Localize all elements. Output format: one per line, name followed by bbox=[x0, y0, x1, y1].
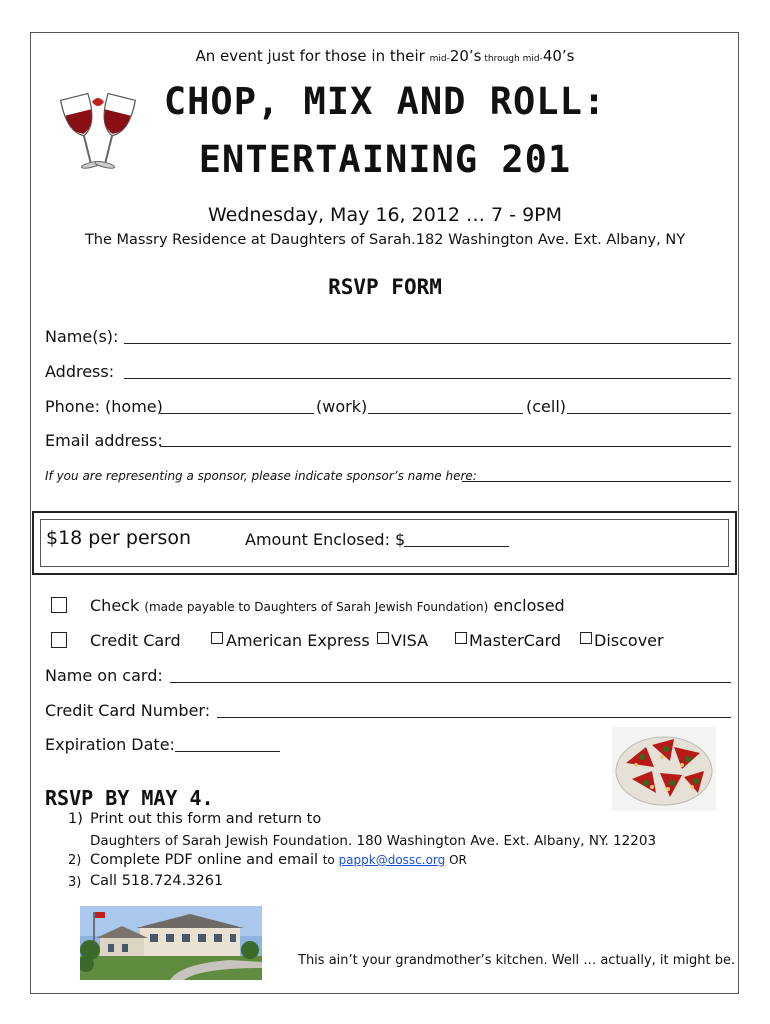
expiration-field[interactable] bbox=[175, 751, 280, 752]
names-label: Name(s): bbox=[45, 327, 119, 346]
step1-number: 1) bbox=[68, 811, 83, 827]
email-field[interactable] bbox=[160, 446, 731, 447]
check-option: Check (made payable to Daughters of Sarah Jewish Foundation) enclosed bbox=[90, 596, 565, 615]
step2-text: Complete PDF online and email to pappk@dossc.org OR bbox=[90, 852, 467, 868]
address-label: Address: bbox=[45, 362, 115, 381]
discover-label: Discover bbox=[594, 631, 664, 650]
sponsor-label: If you are representing a sponsor, please indicate sponsor’s name here: bbox=[45, 469, 477, 483]
amex-checkbox[interactable] bbox=[211, 632, 223, 644]
phone-home-field[interactable] bbox=[160, 413, 314, 414]
name-on-card-label: Name on card: bbox=[45, 666, 163, 685]
credit-card-label: Credit Card bbox=[90, 631, 181, 650]
event-title-line2: ENTERTAINING 201 bbox=[198, 138, 572, 181]
card-number-label: Credit Card Number: bbox=[45, 701, 211, 720]
event-title-line1: CHOP, MIX AND ROLL: bbox=[163, 80, 607, 123]
check-checkbox[interactable] bbox=[51, 597, 67, 613]
names-field[interactable] bbox=[124, 343, 731, 344]
phone-cell-field[interactable] bbox=[567, 413, 731, 414]
phone-number: 518.724.3261 bbox=[121, 873, 224, 889]
amount-enclosed-field[interactable] bbox=[404, 546, 509, 547]
credit-card-checkbox[interactable] bbox=[51, 632, 67, 648]
food-photo bbox=[612, 727, 716, 811]
step2-number: 2) bbox=[68, 853, 82, 868]
phone-home-label: Phone: (home) bbox=[45, 397, 163, 416]
phone-cell-label: (cell) bbox=[526, 397, 567, 416]
mastercard-checkbox[interactable] bbox=[455, 632, 467, 644]
footer-quote: This ain’t your grandmother’s kitchen. Well … actually, it might be. bbox=[298, 953, 736, 968]
step1-text: Print out this form and return to bbox=[90, 811, 322, 827]
discover-checkbox[interactable] bbox=[580, 632, 592, 644]
name-on-card-field[interactable] bbox=[170, 682, 731, 683]
email-link[interactable]: pappk@dossc.org bbox=[338, 853, 446, 867]
event-tagline: An event just for those in their mid-20’s through mid-40’s bbox=[195, 47, 575, 65]
event-venue: The Massry Residence at Daughters of Sarah.182 Washington Ave. Ext. Albany, NY bbox=[84, 232, 686, 248]
step3-number: 3) bbox=[68, 875, 82, 890]
card-number-field[interactable] bbox=[217, 717, 731, 718]
rsvp-deadline: RSVP BY MAY 4. bbox=[45, 786, 214, 810]
step1-address: Daughters of Sarah Jewish Foundation. 180 Washington Ave. Ext. Albany, NY. 12203 bbox=[90, 833, 657, 849]
visa-label: VISA bbox=[391, 631, 429, 650]
visa-checkbox[interactable] bbox=[377, 632, 389, 644]
phone-work-label: (work) bbox=[316, 397, 368, 416]
price-per-person: $18 per person bbox=[46, 527, 192, 549]
amex-label: American Express bbox=[226, 631, 370, 650]
mastercard-label: MasterCard bbox=[469, 631, 562, 650]
building-photo bbox=[80, 906, 262, 980]
form-heading: RSVP FORM bbox=[328, 275, 442, 299]
expiration-label: Expiration Date: bbox=[45, 735, 175, 754]
email-label: Email address: bbox=[45, 431, 163, 450]
event-date: Wednesday, May 16, 2012 … 7 - 9PM bbox=[207, 204, 563, 226]
sponsor-field[interactable] bbox=[462, 481, 731, 482]
step3-text: Call 518.724.3261 bbox=[90, 873, 224, 889]
amount-enclosed-label: Amount Enclosed: $ bbox=[245, 530, 406, 549]
phone-work-field[interactable] bbox=[368, 413, 523, 414]
address-field[interactable] bbox=[124, 378, 731, 379]
